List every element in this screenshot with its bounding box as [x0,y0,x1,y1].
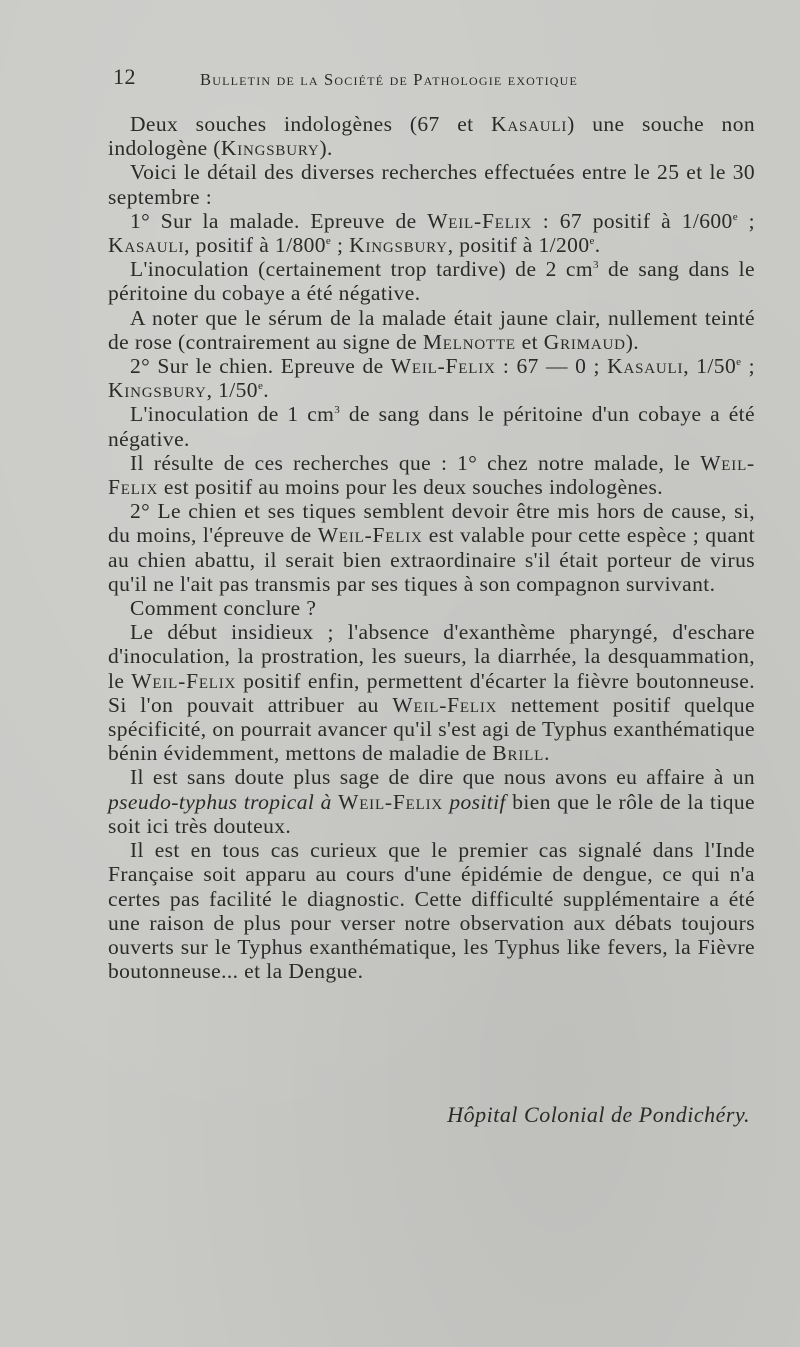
superscript: e [257,380,264,393]
text-run: de sang dans le péritoine d'un cobaye a été négative. [108,402,755,451]
text-run: est valable pour cette espèce ; quant au chien abattu, il serait bien extraordinaire s'il était porteur de virus qu'il ne l'ait pas transmis par ses tiques à son compagnon survivant. [108,523,755,596]
text-run: Comment conclure ? [130,596,317,621]
text-run: . [594,233,601,258]
paragraph [108,112,755,160]
text-run: ). [319,136,333,161]
italic-text: pseudo-typhus tropical à [108,789,332,814]
superscript: e [589,234,595,247]
superscript: 3 [592,259,599,272]
text-run: Deux souches indologènes (67 et [130,112,492,136]
text-run: Il est en tous cas curieux que le premier cas signalé dans l'Inde Française soit apparu au cours d'une épidémie de dengue, ce qui n'a certes pas facilité le diagnostic. Cette difficulté supplémentaire a été une raison de plus pour verser notre observation aux débats toujours ouverts sur le Typhus exanthématique, les Typhus like fevers, la Fièvre boutonneuse... et la Dengue. [108,838,755,984]
small-caps-name: Weil-Felix [317,523,423,548]
paragraph [108,257,755,305]
text-run: Il résulte de ces recherches que : 1° chez notre malade, le [130,450,701,475]
paragraph [108,402,755,450]
small-caps-name: Kingsbury [108,378,207,403]
text-run: de sang dans le péritoine du cobaye a été négative. [108,257,756,306]
text-run: et [515,329,544,354]
article-body [108,112,755,983]
paragraph [108,838,755,983]
running-title: Bulletin de la Société de Pathologie exotique [200,70,579,89]
text-run: Voici le détail des diverses recherches effectuées entre le 25 et le 30 septembre : [108,160,755,209]
text-run: 2° Le chien et ses tiques semblent devoir être mis hors de cause, si, du moins, l'épreuve de [108,499,755,548]
small-caps-name: Grimaud [543,329,626,354]
text-run: ; [737,208,756,233]
text-run: , positif à 1/800 [184,233,326,258]
small-caps-name: Weil-Felix [131,668,237,693]
text-run: , 1/50 [683,354,737,379]
superscript: e [736,355,742,368]
paragraph [108,451,755,499]
page-number: 12 [113,64,136,89]
text-run: nettement positif quelque spécificité, on pourrait avancer qu'il s'est agi de Typhus exanthématique bénin évidemment, mettons de maladie de [108,692,755,766]
small-caps-name: Kingsbury [220,136,320,161]
paragraph [108,620,755,765]
text-run: 2° Sur le chien. Epreuve de [130,354,391,379]
text-run: positif enfin, permettent d'écarter la fièvre boutonneuse. Si l'on pouvait attribuer au [108,668,756,717]
superscript: e [325,234,332,247]
text-run: ) une souche non indologène ( [108,112,755,161]
small-caps-name: Kasauli [607,354,684,379]
text-run: Le début insidieux ; l'absence d'exanthème pharyngé, d'eschare d'inoculation, la prostration, les sueurs, la diarrhée, la desquammation, le [108,620,755,693]
small-caps-name: Melnotte [422,329,516,354]
text-run: . [263,378,270,403]
paragraph [108,160,755,208]
paragraph [108,354,755,402]
text-run: A noter que le sérum de la malade était jaune clair, nullement teinté de rose (contrairement au signe de [108,305,755,354]
text-run: L'inoculation de 1 cm [130,402,335,427]
text-run: , 1/50 [206,378,258,403]
text-run: Il est sans doute plus sage de dire que nous avons eu affaire à un [130,765,755,790]
paragraph [108,306,755,354]
small-caps-name: Weil-Felix [392,692,498,717]
text-run: : 67 positif à 1/600 [532,208,733,233]
text-run: ; [741,354,755,379]
small-caps-name: Weil-Felix [390,354,496,379]
text-run: : 67 — 0 ; [495,354,608,379]
paragraph [108,209,755,257]
small-caps-name: Kingsbury [349,233,448,258]
text-run: . [544,741,550,766]
signature: Hôpital Colonial de Pondichéry. [447,1102,750,1127]
paragraph [108,765,755,838]
paragraph [108,499,755,596]
italic-text: positif [449,789,506,814]
superscript: e [732,210,738,223]
small-caps-name: Weil-Felix [427,208,533,233]
text-run: L'inoculation (certainement trop tardive) de 2 cm [130,257,593,282]
text-run: 1° Sur la malade. Epreuve de [130,208,428,233]
superscript: 3 [334,404,341,417]
text-run: ; [331,233,350,258]
small-caps-name: Brill [492,741,545,766]
small-caps-name: Weil-Felix [108,450,755,500]
small-caps-name: Kasauli [491,112,568,136]
small-caps-name: Weil-Felix [338,789,443,814]
small-caps-name: Kasauli [108,233,185,258]
text-run: , positif à 1/200 [447,233,590,258]
paragraph [108,596,755,620]
text-run: est positif au moins pour les deux souches indologènes. [158,475,664,500]
text-run: bien que le rôle de la tique soit ici très douteux. [108,789,755,838]
text-run: ). [625,329,640,354]
